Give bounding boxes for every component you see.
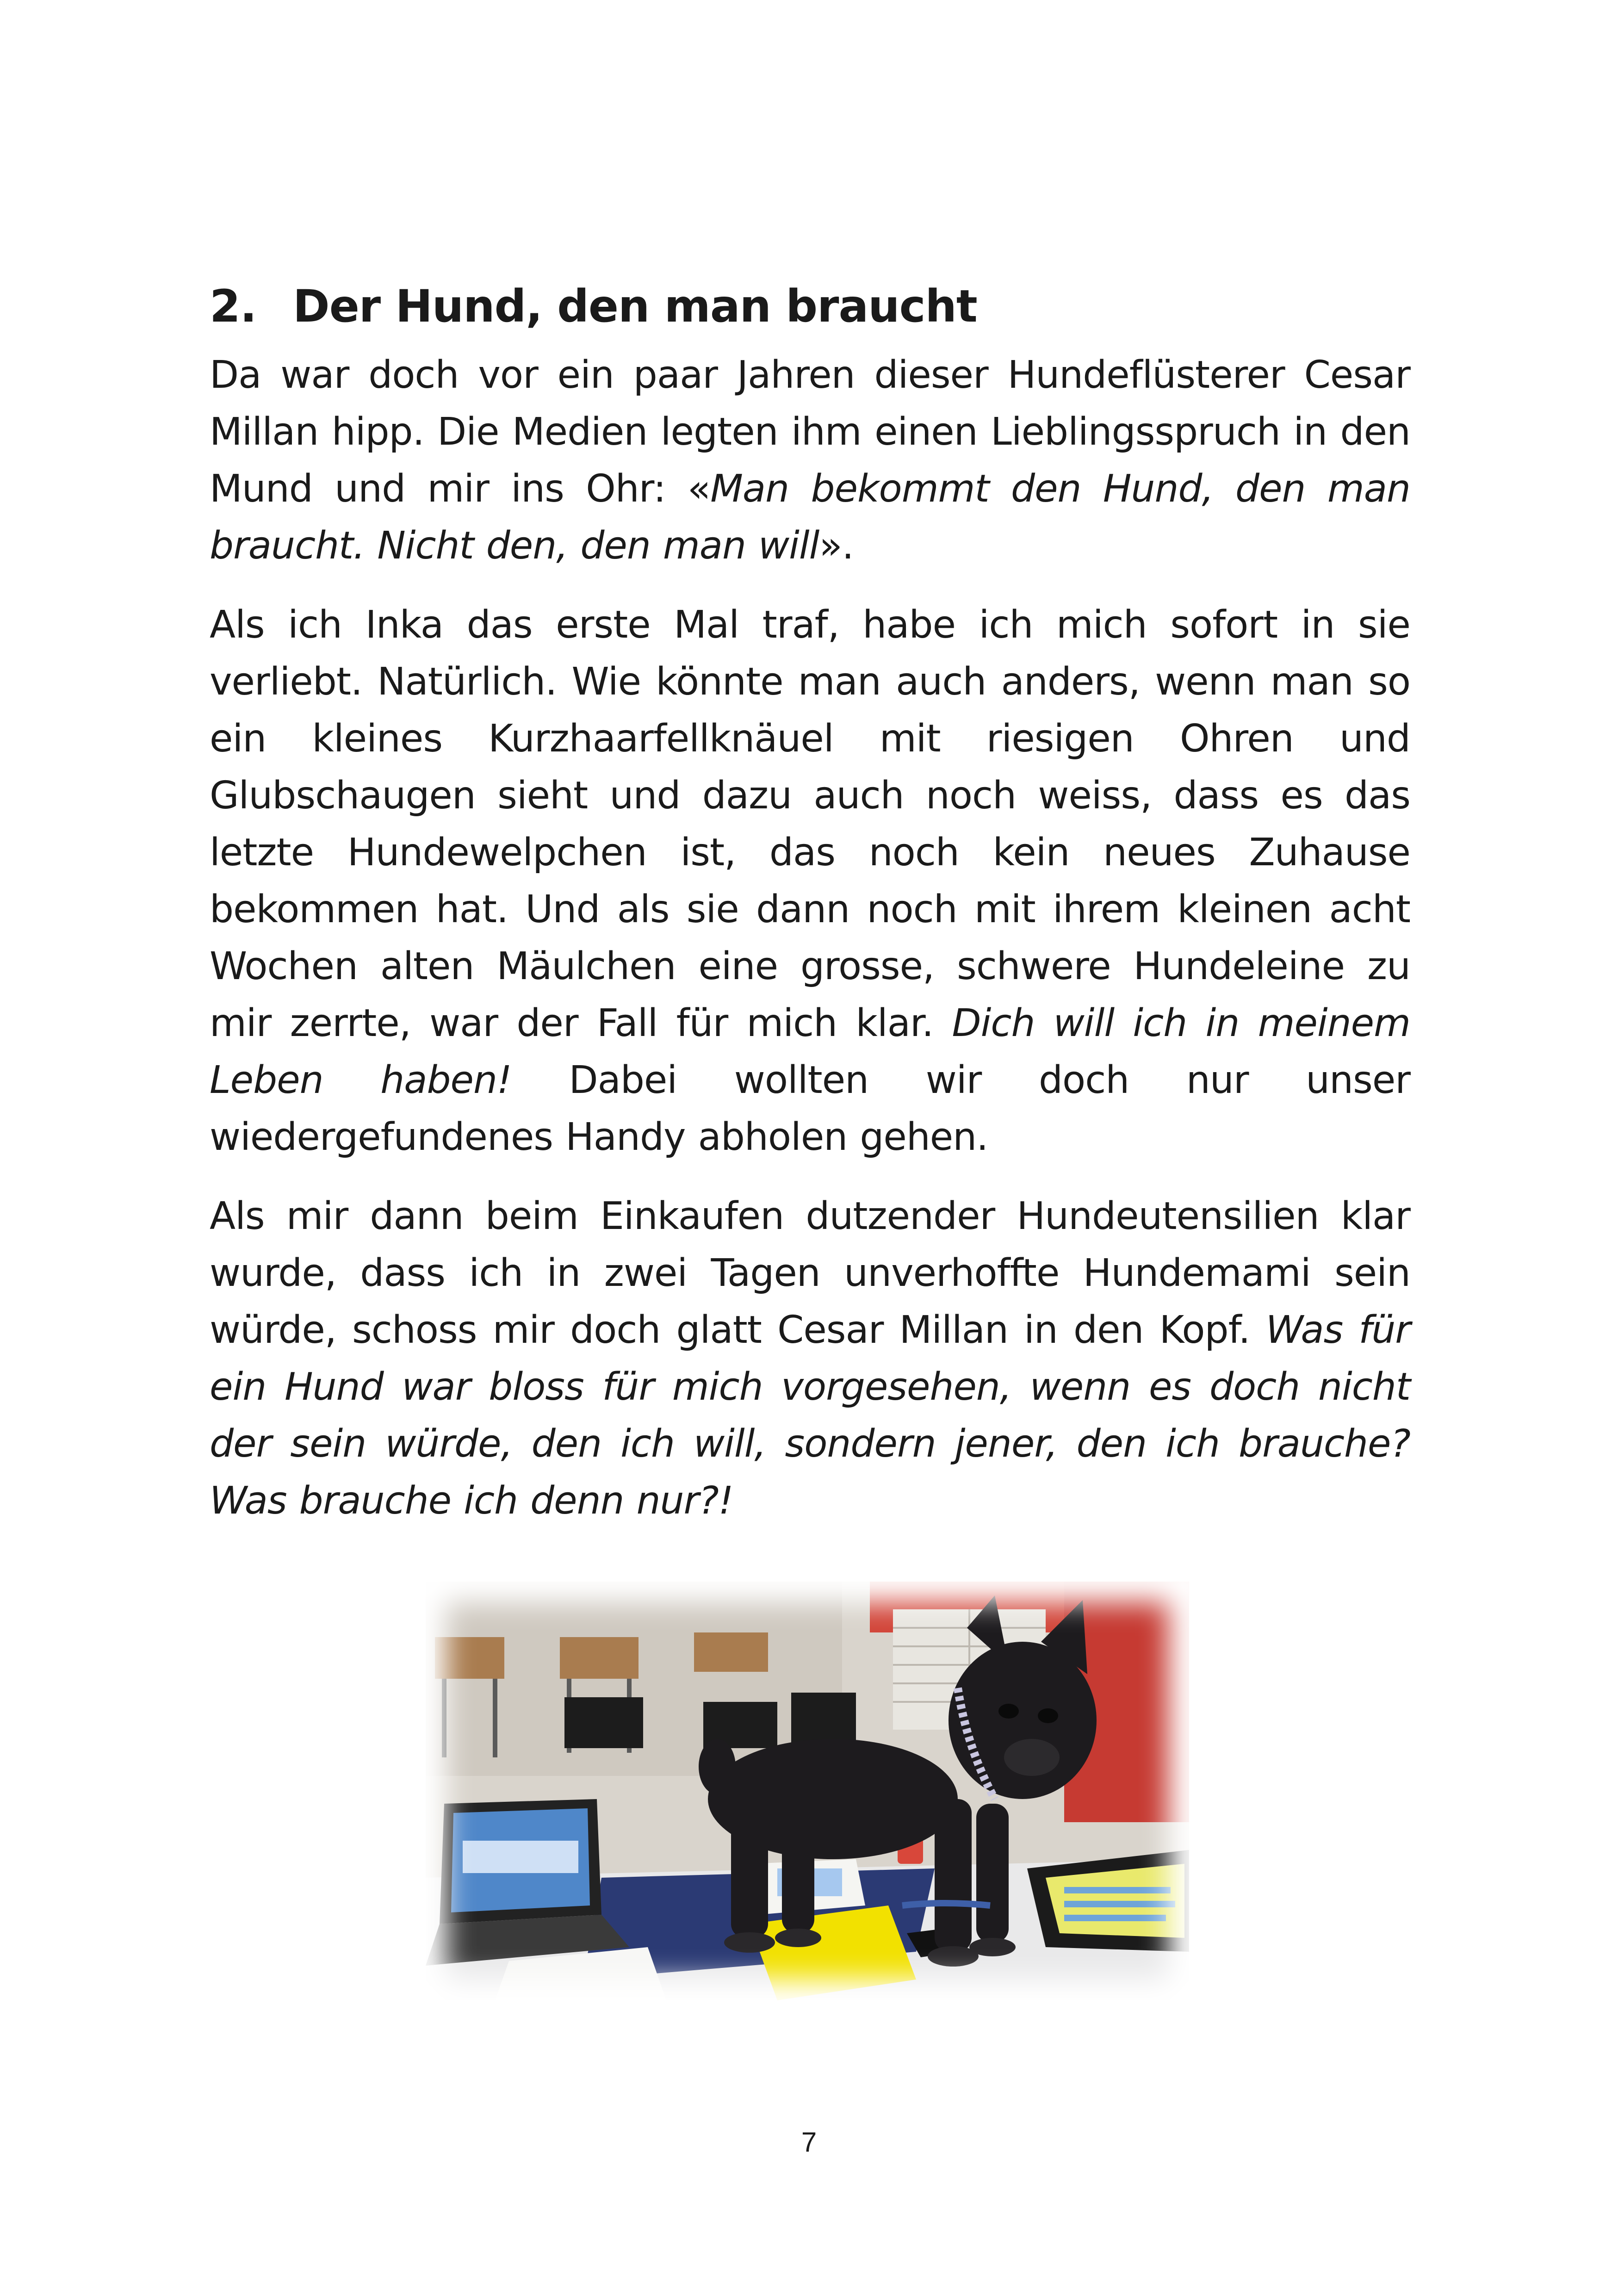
paragraph-3 bbox=[210, 1188, 1410, 1529]
page-number: 7 bbox=[801, 2127, 817, 2158]
chapter-number: 2. bbox=[210, 280, 257, 332]
paragraph-3-italic: Was für ein Hund war bloss für mich vorgesehen, wenn es doch nicht der sein würde, den ich will, sondern jener, den ich brauche? Was brauche ich denn nur?! bbox=[210, 1308, 1410, 1523]
chapter-heading bbox=[210, 278, 1410, 335]
page-content bbox=[210, 278, 1410, 1551]
paragraph-1 bbox=[210, 347, 1410, 574]
paragraph-1-text-b: ». bbox=[819, 523, 854, 568]
paragraph-1-quote: Man bekommt den Hund, den man braucht. Nicht den, den man will bbox=[210, 466, 1410, 568]
dog-photo bbox=[426, 1582, 1189, 2000]
paragraph-3-text-a: Als mir dann beim Einkaufen dutzender Hundeutensilien klar wurde, dass ich in zwei Tagen unverhoffte Hundemami sein würde, schoss mir doch glatt Cesar Millan in den Kopf. bbox=[210, 1194, 1410, 1352]
paragraph-2-italic: Dich will ich in meinem Leben haben! bbox=[210, 1001, 1410, 1102]
paragraph-2-text-b: Dabei wollten wir doch nur unser wiedergefundenes Handy abholen gehen. bbox=[210, 1058, 1411, 1159]
paragraph-2-text-a: Als ich Inka das erste Mal traf, habe ich mich sofort in sie verliebt. Natürlich. Wie könnte man auch anders, wenn man so ein kleines Kurzhaarfellknäuel mit riesigen Ohren und Glubschaugen sieht und dazu auch noch weiss, dass es das letzte Hundewelpchen ist, das noch kein neues Zuhause bekommen hat. Und als sie dann noch mit ihrem kleinen acht Wochen alten Mäulchen eine grosse, schwere Hundeleine zu mir zerrte, war der Fall für mich klar. bbox=[210, 602, 1410, 1045]
chapter-title: Der Hund, den man braucht bbox=[293, 280, 977, 332]
dog-photo-illustration bbox=[426, 1582, 1189, 2000]
paragraph-2 bbox=[210, 596, 1410, 1166]
paragraph-1-text-a: Da war doch vor ein paar Jahren dieser Hundeflüsterer Cesar Millan hipp. Die Medien legten ihm einen Lieblingsspruch in den Mund und mir ins Ohr: « bbox=[210, 353, 1410, 511]
